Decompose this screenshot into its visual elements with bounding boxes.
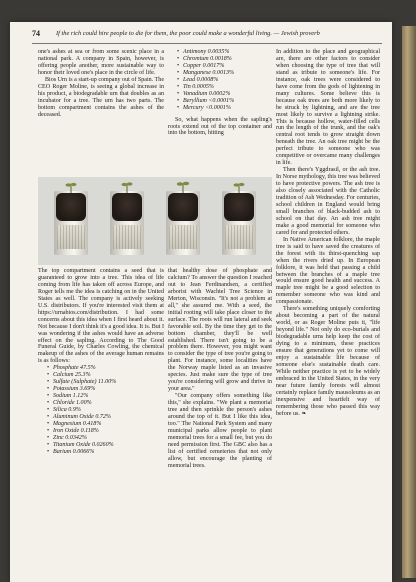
column-1-bottom: [38, 268, 164, 456]
paragraph: In Native American folklore, the maple tree is said to have saved the creatures of the forest with its thirst-quenching sap when the rivers dried up. In European folklore, it was held that passing a child between the branches of a maple tree would ensure good health and success. A maple tree might be a good selection to remember someone who was kind and compassionate.: [276, 236, 380, 306]
list-item: • Copper 0.0017%: [178, 63, 272, 70]
paragraph: In addition to the place and geographical are, there are other factors to consider when choosing the type of tree that will stand as tribute to someone's life. For instance, oak trees were considered to have come from the gods of lightening in many cultures. Some believe this is because oak trees are both more likely to be struck by lightning, and are the tree most likely to survive a lightning strike. This is because hollow, water-filled cells run the length of the trunk, and the oak's central root tends to grow straight down beneath the tree. An oak tree might be the perfect tribute to someone who was competitive or overcame many challenges in life.: [276, 49, 380, 167]
paragraph: that healthy dose of phosphate and calcium? To answer the question I reached out to Jean Ferdinandsen, a certified arborist with Wachtel Tree Science in Merton, Wisconsin. "It's not a problem at all," she assured me. With a seed, the initial rooting will take place closer to the surface. The roots will run lateral and seek favorable soil. By the time they get to the bottom chamber, they'll be well established. There isn't going to be a problem there. However, you might want to consider the type of tree you're going to plant. For instance, some localities have the Norway maple listed as an invasive species. Just make sure the type of tree you're considering will grow and thrive in your area.": [168, 268, 272, 393]
column-2-bottom: [168, 268, 272, 470]
column-2-top: [168, 49, 272, 137]
column-1-top: [38, 49, 164, 119]
list-item: • Silica 0.9%: [48, 407, 164, 414]
list-item: • Iron Oxide 0.118%: [48, 428, 164, 435]
paragraph: one's ashes at sea or from some scenic place in a national park. A company in Spain, however, is offering people another, more sustainable way to honor their loved one's place in the circle of life.: [38, 49, 164, 76]
list-item: • Zinc 0.0342%: [48, 435, 164, 442]
list-item: • Magnesium 0.418%: [48, 421, 164, 428]
page-header: [32, 30, 384, 42]
urn-sprout-icon: [166, 191, 200, 255]
column-3: [276, 49, 380, 418]
urn-sprout-icon: [222, 191, 256, 255]
header-rule: [32, 43, 382, 44]
list-item: • Phosphate 47.5%: [48, 365, 164, 372]
list-item: • Sodium 1.12%: [48, 393, 164, 400]
adjacent-page-edge: [402, 26, 416, 578]
list-item: • Calcium 25.3%: [48, 372, 164, 379]
end-mark-icon: ❧: [301, 410, 307, 417]
paragraph: The top compartment contains a seed that is guaranteed to grow into a tree. This idea of life coming from life has taken off across Europe, and Roger tells me the idea is catching on in the United States as well. The company is actively seeking U.S. distributors. If you're interested visit them at https://urnabios.com/distribution. I had some concerns about this idea when I first heard about it. Not because I don't think it's a good idea. It is. But I was wondering if the ashes would have an adverse effect on the sapling. According to The Good Funeral Guide, by Charles Cowling, the chemical makeup of the ashes of the average human remains is as follows:: [38, 268, 164, 365]
urn-sprout-icon: [54, 191, 88, 255]
list-item: • Aluminum Oxide 0.72%: [48, 414, 164, 421]
list-item: • Antimony 0.0035%: [178, 49, 272, 56]
paragraph: So, what happens when the sapling's roots extend out of the top container and into the bottom, hitting: [168, 116, 272, 137]
ash-composition-list: [38, 365, 164, 455]
paragraph: "Our company offers something like this," she explains. "We plant a memorial tree and then sprinkle the person's ashes around the top of it. But I like this idea, too." The National Park System and many municipal parks allow people to plant memorial trees for a small fee, but you do need permission first. The GBC also has a list of certified cemeteries that not only allow, but encourage the planting of memorial trees.: [168, 393, 272, 469]
list-item: • Beryllium <0.0001%: [178, 98, 272, 105]
urn-sprout-icon: [110, 191, 144, 255]
urn-photo: [38, 177, 272, 265]
list-item: • Sulfate (Sulphate) 11.00%: [48, 379, 164, 386]
list-item: • Chloride 1.00%: [48, 400, 164, 407]
list-item: • Titanium Oxide 0.0260%: [48, 442, 164, 449]
ash-composition-list-continued: [168, 49, 272, 112]
paragraph: Bios Urn is a start-up company out of Spain. The CEO Roger Moline, is seeing a global increase in his product, a biodegradable urn that doubles as an incubator for a tree. The urn has two parts. The bottom compartment contains the ashes of the deceased.: [38, 76, 164, 118]
paragraph: Then there's Yggdrasil, or the ash tree. In Norse mythology, this tree was believed to have protective powers. The ash tree is also closely associated with the Catholic tradition of Ash Wednesday. For centuries, school children in England would bring small branches of black-budded ash to school on that day. An ash tree might make a good memorial for someone who cared for and protected others.: [276, 167, 380, 236]
page-number: 74: [32, 29, 40, 38]
list-item: • Vanadium 0.0002%: [178, 91, 272, 98]
list-item: • Manganese 0.0013%: [178, 70, 272, 77]
list-item: • Barium 0.0066%: [48, 449, 164, 456]
list-item: • Mercury <0.0001%: [178, 105, 272, 112]
header-quote: If the rich could hire people to die for them, the poor could make a wonderful living. — Jewish proverb: [56, 30, 320, 37]
list-item: • Potassium 3.69%: [48, 386, 164, 393]
paragraph: There's something uniquely comforting about becoming a part of the natural world, or as Roger Moline puts it, "life beyond life." Not only do eco-burials and biodegradable urns help keep the cost of dying to a minimum, these practices ensure that generations yet to come will enjoy a sustainable life because of someone else's sustainable death care. While neither practice is yet to be widely embraced in the United States, in the very near future family forests will almost certainly replace family mausoleums as an inexpensive and heartfelt way of remembering those who passed this way before us.: [276, 306, 380, 417]
list-item: • Tin 0.0005%: [178, 84, 272, 91]
list-item: • Lead 0.0008%: [178, 77, 272, 84]
list-item: • Chromium 0.0018%: [178, 56, 272, 63]
